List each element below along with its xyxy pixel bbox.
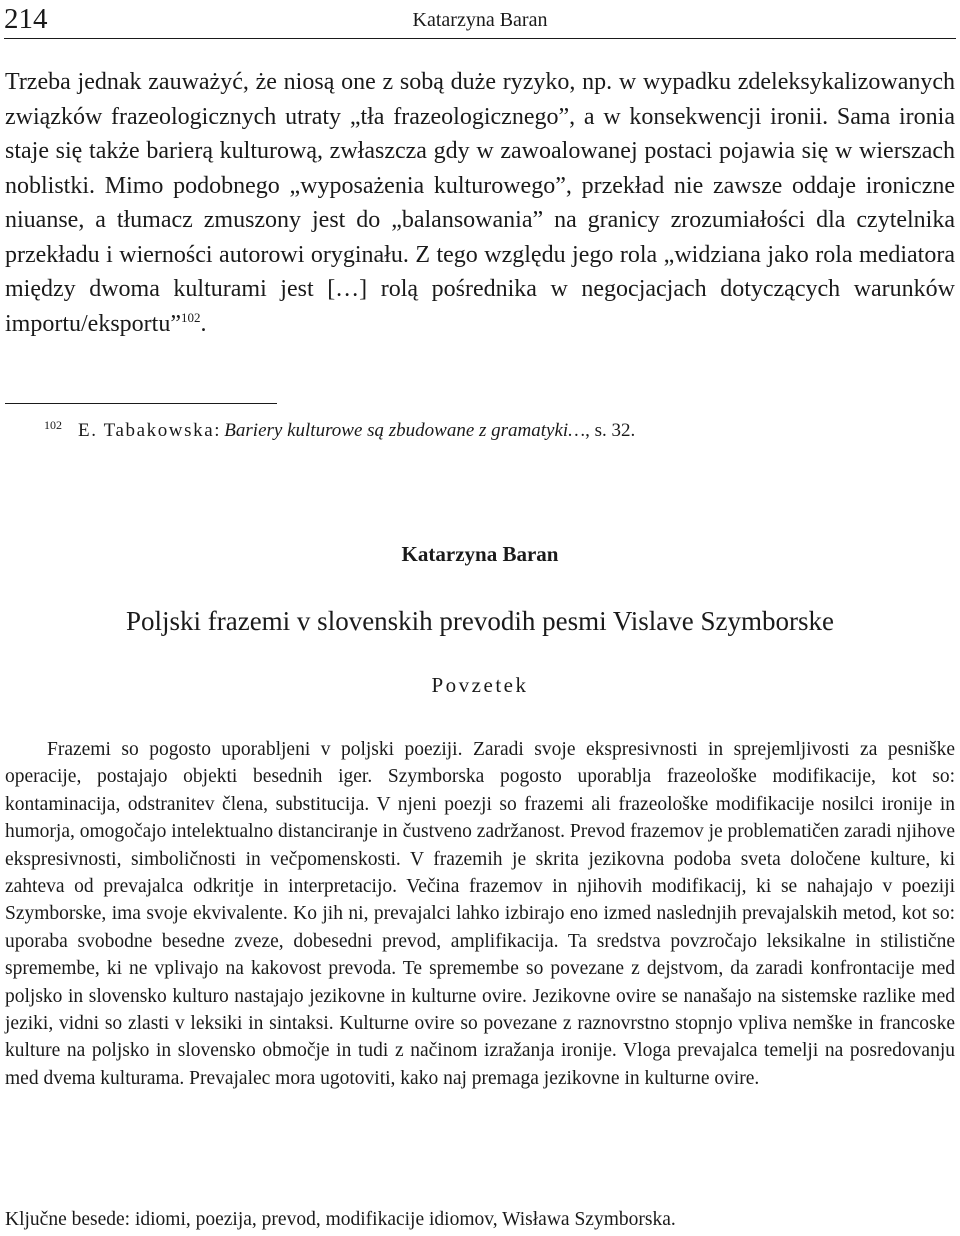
abstract-title: Poljski frazemi v slovenskih prevodih pesmi Vislave Szymborske — [125, 606, 835, 636]
running-head: Katarzyna Baran — [412, 9, 548, 31]
footnote-text — [47, 418, 927, 444]
abstract-heading: Povzetek — [431, 673, 529, 697]
main-paragraph — [5, 65, 955, 341]
footnote-rule — [5, 403, 277, 404]
paragraph-text: Trzeba jednak zauważyć, że niosą one z sobą duże ryzyko, np. w wypadku zdeleksykalizowanych związków frazeologicznych utraty „tła frazeologicznego”, a w konsekwencji ironii. Sama ironia staje się także barierą kulturową, zwłaszcza gdy w zawoalowanej postaci pojawia się w wierszach noblistki. Mimo podobnego „wyposażenia kulturowego”, przekład nie zawsze oddaje ironiczne niuanse, a tłumacz zmuszony jest do „balansowania” na granicy zrozumiałości dla czytelnika przekładu i wierności autorowi oryginału. Z tego względu jego rola „widziana jako rola mediatora między dwoma kulturami jest […] rolą pośrednika w negocjacjach dotyczących warunków importu/eksportu” — [5, 69, 955, 337]
footnote-number: 102 — [44, 418, 62, 432]
footnote-reference: 102 — [180, 309, 201, 325]
page-number: 214 — [4, 3, 48, 35]
footnote-author: E. Tabakowska — [78, 420, 215, 441]
footnote-page: , s. 32. — [585, 420, 636, 441]
paragraph-end: . — [200, 310, 207, 337]
page-header — [4, 0, 956, 40]
keywords: Ključne besede: idiomi, poezija, prevod, modifikacije idiomov, Wisława Szymborska. — [5, 1209, 676, 1230]
footnote-colon: : — [214, 420, 225, 441]
abstract-text: Frazemi so pogosto uporabljeni v poljski poeziji. Zaradi svoje ekspresivnosti in sprejemljivosti za pesniške operacije, postajajo objekti besednih iger. Szymborska pogosto uporablja frazeološke modifikacije, kot so: kontaminacija, odstranitev člena, substitucija. V njeni poezji so frazemi ali frazeološke modifikacije nosilci ironije in humorja, omogočajo intelektualno distanciranje in čustveno zadržanost. Prevod frazemov je problematičen zaradi njihove ekspresivnosti, simboličnosti in večpomenskosti. V frazemih je skrita jezikovna podoba sveta določene kulture, ki zahteva od prevajalca odkritje in interpretacijo. Večina frazemov in njihovih modifikacij, ki se nahajajo v poeziji Szymborske, ima svoje ekvivalente. Ko jih ni, prevajalci lahko izbirajo eno izmed naslednjih prevajalskih metod, kot so: uporaba svobodne besedne zveze, dobesedni prevod, amplifikacija. Ta sredstva povzročajo leksikalne in stilistične spremembe, ki ne vplivajo na kakovost prevoda. Te spremembe so povezane z dejstvom, da zaradi konfrontacije med poljsko in slovensko kulturo nastajajo jezikovne in kulturne ovire. Jezikovne ovire se nanašajo na sistemske razlike med jeziki, vidni so zlasti v leksiki in sintaksi. Kulturne ovire so povezane z raznovrstno stopnjo vpliva nemške in francoske kulture na poljsko in slovensko območje in tudi z načinom izražanja ironije. Vloga prevajalca temelji na posredovanju med dvema kulturama. Prevajalec mora ugotoviti, kako naj premaga jezikovne in kulturne ovire. — [5, 739, 955, 1089]
header-rule — [4, 38, 956, 39]
abstract-author: Katarzyna Baran — [401, 542, 559, 566]
abstract-body — [5, 736, 955, 1092]
footnote — [44, 418, 927, 444]
footnote-title: Bariery kulturowe są zbudowane z gramatyki… — [224, 420, 586, 441]
